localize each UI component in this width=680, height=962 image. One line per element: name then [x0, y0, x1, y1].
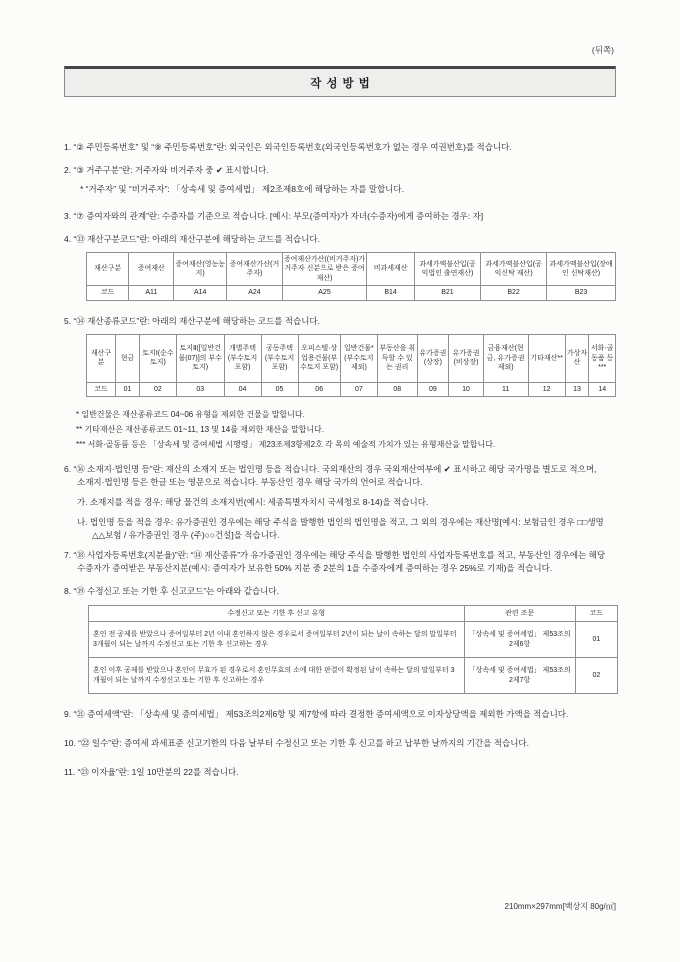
instruction-6-sub-a: 가. 소재지를 적을 경우: 해당 물건의 소재지번(예시: 세종특별자치시 국세청로 8-14)을 적습니다.: [77, 496, 429, 507]
code-cell: 01: [575, 622, 617, 658]
code-cell: 06: [298, 382, 340, 396]
header-cell: 증여재산: [129, 252, 174, 285]
law-cell: 「상속세 및 증여세법」 제53조의2제6항: [464, 622, 575, 658]
header-cell: 과세가액불산입(공익법인 출연재산): [414, 252, 480, 285]
header-cell: 공동주택(부수토지 포함): [261, 334, 298, 382]
header-cell: 토지Ⅰ(순수토지): [139, 334, 176, 382]
code-cell: 05: [261, 382, 298, 396]
header-cell: 수정신고 또는 기한 후 신고 유형: [89, 605, 465, 621]
page-title: 작성방법: [310, 78, 375, 90]
header-cell: 일반건물*(부수토지 제외): [340, 334, 377, 382]
code-cell: 14: [589, 382, 616, 396]
code-cell: 12: [528, 382, 565, 396]
header-cell: 유가증권(상장): [417, 334, 449, 382]
instruction-9: 9. “㉑ 증여세액”란: 「상속세 및 증여세법」 제53조의2제6항 및 제7항에 따라 결정한 증여세액으로 이자상당액을 제외한 가액을 적습니다.: [64, 709, 569, 720]
property-division-code-table: [86, 252, 616, 301]
code-cell: 01: [116, 382, 140, 396]
header-cell: 부동산을 취득할 수 있는 권리: [377, 334, 417, 382]
code-cell: B14: [367, 286, 415, 300]
code-cell: A11: [129, 286, 174, 300]
table-header-row: [87, 252, 616, 285]
code-cell: 09: [417, 382, 449, 396]
instruction-2: 2. “③ 거주구분”란: 거주자와 비거주자 중 ✔ 표시합니다.: [64, 165, 269, 176]
header-cell: 증여재산(영농농지): [174, 252, 227, 285]
header-cell: 증여재산가산((비거주자)가 거주자 신분으로 받은 증여재산): [282, 252, 367, 285]
code-cell: 08: [377, 382, 417, 396]
instruction-10: 10. “㉒ 일수”란: 증여세 과세표준 신고기한의 다음 날부터 수정신고 또는 기한 후 신고를 하고 납부한 날까지의 기간을 적습니다.: [64, 738, 529, 749]
instruction-11: 11. “㉓ 이자율”란: 1일 10만분의 22를 적습니다.: [64, 767, 239, 778]
law-cell: 「상속세 및 증여세법」 제53조의2제7항: [464, 658, 575, 694]
code-cell: 11: [483, 382, 528, 396]
header-cell: 기타재산**: [528, 334, 565, 382]
header-cell: 서화·골동품 등***: [589, 334, 616, 382]
code-cell: 03: [176, 382, 224, 396]
type-cell: 혼인 전 공제를 받았으나 증여일부터 2년 이내 혼인하지 않은 경우로서 증여일부터 2년이 되는 날이 속하는 달의 말일부터 3개월이 되는 날까지 수정신고 또는 기한 후 신고하는 경우: [89, 622, 465, 658]
header-cell: 현금: [116, 334, 140, 382]
code-cell: 코드: [87, 286, 129, 300]
table-row: [89, 622, 618, 658]
amended-return-code-table: [88, 605, 618, 694]
header-cell: 개별주택(부수토지 포함): [224, 334, 261, 382]
header-cell: 오피스텔·상업용건물(부수토지 포함): [298, 334, 340, 382]
code-cell: 07: [340, 382, 377, 396]
instruction-4: 4. “⑬ 재산구분코드”란: 아래의 재산구분에 해당하는 코드를 적습니다.: [64, 233, 320, 244]
instruction-8: 8. “⑲ 수정신고 또는 기한 후 신고코드”는 아래와 같습니다.: [64, 586, 279, 597]
code-cell: A25: [282, 286, 367, 300]
code-cell: B22: [481, 286, 547, 300]
instruction-6: 6. “⑯ 소재지·법인명 등”란: 재산의 소재지 또는 법인명 등을 적습니다. 국외재산의 경우 국외재산여부에 ✔ 표시하고 해당 국가명을 별도로 적으며, 소재지·법인명 등은 한글 또는 영문으로 적습니다. 부동산인 경우 해당 국가의 언어로 적습니다.: [64, 464, 597, 488]
header-cell: 비과세재산: [367, 252, 415, 285]
code-cell: 02: [139, 382, 176, 396]
header-cell: 과세가액불산입(장애인 신탁재산): [547, 252, 616, 285]
header-cell: 금융재산(현금, 유가증권 제외): [483, 334, 528, 382]
code-cell: A14: [174, 286, 227, 300]
header-cell: 재산구분: [87, 334, 116, 382]
table-header-row: [87, 334, 616, 382]
header-cell: 과세가액불산입(공익신탁 재산): [481, 252, 547, 285]
instruction-7: 7. “⑱ 사업자등록번호(지분율)”란: “⑭ 재산종류”가 유가증권인 경우에는 해당 주식을 발행한 법인의 사업자등록번호를 적고, 부동산인 경우에는 해당 수증자가 증여받은 부동산지분(예시: 증여자가 보유한 50% 지분 중 2분의 1을 수증자에게 증여하는 경우 25%로 기재)을 적습니다.: [64, 550, 606, 574]
instruction-1: 1. “② 주민등록번호” 및 “⑨ 주민등록번호”란: 외국인은 외국인등록번호(외국인등록번호가 없는 경우 여권번호)를 적습니다.: [64, 142, 512, 152]
back-side-label: (뒤쪽): [591, 45, 614, 55]
table-code-row: [87, 286, 616, 300]
table-row: [89, 658, 618, 694]
code-cell: 04: [224, 382, 261, 396]
note-other-property: ** 기타재산은 재산종류코드 01~11, 13 및 14를 제외한 재산을 말합니다.: [76, 425, 325, 435]
code-cell: 13: [565, 382, 589, 396]
note-artwork: *** 서화·골동품 등은 「상속세 및 증여세법 시행령」 제23조제3항제2호 각 목의 예술적 가치가 있는 유형재산을 말합니다.: [76, 440, 496, 450]
code-cell: 10: [449, 382, 483, 396]
instruction-3: 3. “⑦ 증여자와의 관계”란: 수증자를 기준으로 적습니다. [예시: 부모(증여자)가 자녀(수증자)에게 증여하는 경우: 자]: [64, 210, 484, 221]
paper-size-note: 210mm×297mm[백상지 80g/㎡]: [504, 902, 616, 911]
header-cell: 토지Ⅱ([일반건물(07)]의 부수토지): [176, 334, 224, 382]
header-cell: 유가증권(비상장): [449, 334, 483, 382]
code-cell: 코드: [87, 382, 116, 396]
instruction-5: 5. “⑭ 재산종류코드”란: 아래의 재산구분에 해당하는 코드를 적습니다.: [64, 315, 320, 326]
code-cell: A24: [227, 286, 283, 300]
table-code-row: [87, 382, 616, 396]
note-general-building: * 일반건물은 재산종류코드 04~06 유형을 제외한 건물을 말합니다.: [76, 410, 305, 420]
section-title-box: [64, 66, 616, 97]
instruction-6-sub-b: 나. 법인명 등을 적을 경우: 유가증권인 경우에는 해당 주식을 발행한 법인의 법인명을 적고, 그 외의 경우에는 재산명[예시: 보험금인 경우 □□생명 △△보험 / 유가증권인 경우 (주)○○건설]을 적습니다.: [77, 516, 604, 540]
header-cell: 증여재산가산(거주자): [227, 252, 283, 285]
header-cell: 코드: [575, 605, 617, 621]
code-cell: B21: [414, 286, 480, 300]
header-cell: 재산구분: [87, 252, 129, 285]
header-cell: 가상자산: [565, 334, 589, 382]
header-cell: 관련 조문: [464, 605, 575, 621]
type-cell: 혼인 이후 공제를 받았으나 혼인이 무효가 된 경우로서 혼인무효의 소에 대한 판결이 확정된 날이 속하는 달의 말일부터 3개월이 되는 날까지 수정신고 또는 기한 후 신고하는 경우: [89, 658, 465, 694]
property-type-code-table: [86, 334, 616, 397]
instruction-2-note: * “거주자” 및 “비거주자”: 「상속세 및 증여세법」 제2조제8호에 해당하는 자를 말합니다.: [80, 184, 404, 195]
table-header-row: [89, 605, 618, 621]
code-cell: 02: [575, 658, 617, 694]
code-cell: B23: [547, 286, 616, 300]
